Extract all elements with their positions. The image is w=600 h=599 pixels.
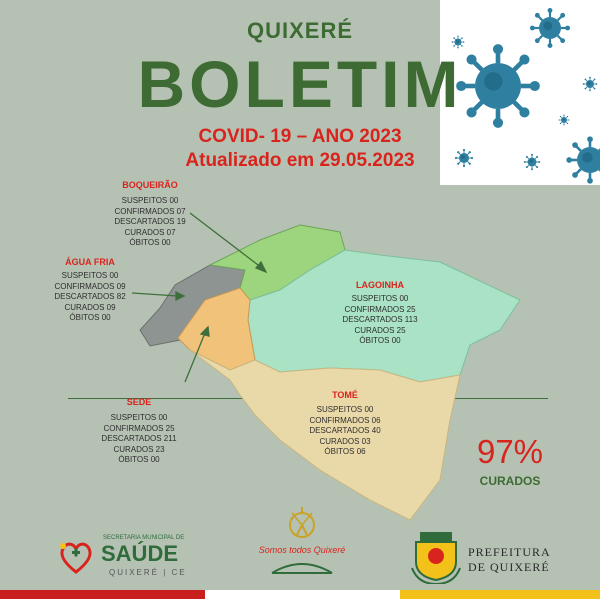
somos-text: Somos todos Quixeré xyxy=(258,545,346,555)
region-descartados: DESCARTADOS 40 xyxy=(309,426,381,435)
region-suspeitos: SUSPEITOS 00 xyxy=(351,294,409,303)
region-curados: CURADOS 07 xyxy=(124,227,176,237)
region-descartados: DESCARTADOS 19 xyxy=(114,217,186,226)
somos-bridge-icon xyxy=(270,557,334,577)
subtitle-year: COVID- 19 – ANO 2023 xyxy=(198,126,402,147)
region-card-agua-fria xyxy=(40,257,140,324)
footer-yellow-band xyxy=(400,590,600,599)
region-obitos: ÓBITOS 00 xyxy=(359,336,401,345)
city-name: QUIXERÉ xyxy=(246,18,354,43)
somos-sun-icon xyxy=(277,505,327,550)
saude-heart-icon xyxy=(55,536,97,578)
region-obitos: ÓBITOS 00 xyxy=(69,313,111,322)
region-name: BOQUEIRÃO xyxy=(122,180,178,190)
region-suspeitos: SUSPEITOS 00 xyxy=(316,405,374,414)
region-suspeitos: SUSPEITOS 00 xyxy=(61,271,119,280)
footer-red-band xyxy=(0,590,205,599)
saude-main-text: SAÚDE xyxy=(101,541,179,566)
page-title: BOLETIM xyxy=(137,47,463,121)
somos-logo xyxy=(252,505,352,585)
region-name: LAGOINHA xyxy=(356,280,404,290)
region-descartados: DESCARTADOS 113 xyxy=(342,315,418,324)
region-card-sede xyxy=(84,397,194,466)
region-descartados: DESCARTADOS 82 xyxy=(54,292,126,301)
region-confirmados: CONFIRMADOS 07 xyxy=(114,206,186,216)
region-curados: CURADOS 09 xyxy=(64,302,116,312)
region-card-boqueirao xyxy=(100,180,200,249)
prefeitura-crest-icon xyxy=(408,528,464,584)
cure-label: CURADOS xyxy=(479,474,541,488)
region-card-tome xyxy=(290,390,400,458)
region-name: ÁGUA FRIA xyxy=(65,257,115,267)
region-name: SEDE xyxy=(126,397,152,407)
region-obitos: ÓBITOS 06 xyxy=(324,447,366,456)
subtitle-updated: Atualizado em 29.05.2023 xyxy=(185,150,415,171)
region-curados: CURADOS 25 xyxy=(354,325,406,335)
region-name: TOMÉ xyxy=(332,390,358,400)
region-obitos: ÓBITOS 00 xyxy=(129,238,171,247)
prefeitura-line1: PREFEITURA xyxy=(468,545,551,559)
saude-logo xyxy=(55,530,205,585)
saude-sub-text: QUIXERÉ | CE xyxy=(109,568,187,577)
footer-stripe xyxy=(0,590,600,599)
region-suspeitos: SUSPEITOS 00 xyxy=(110,413,168,422)
region-curados: CURADOS 23 xyxy=(113,444,165,454)
prefeitura-line2: DE QUIXERÉ xyxy=(468,560,550,574)
region-confirmados: CONFIRMADOS 25 xyxy=(344,304,416,314)
region-confirmados: CONFIRMADOS 09 xyxy=(54,281,126,291)
region-obitos: ÓBITOS 00 xyxy=(118,455,160,464)
saude-top-text: SECRETARIA MUNICIPAL DE xyxy=(103,535,185,541)
region-curados: CURADOS 03 xyxy=(319,436,371,446)
region-confirmados: CONFIRMADOS 25 xyxy=(103,423,175,433)
footer-white-band xyxy=(205,590,400,599)
cure-percentage: 97% xyxy=(476,433,544,470)
region-card-lagoinha xyxy=(325,280,435,347)
region-suspeitos: SUSPEITOS 00 xyxy=(121,196,179,205)
prefeitura-logo xyxy=(408,528,568,588)
region-confirmados: CONFIRMADOS 06 xyxy=(309,415,381,425)
region-descartados: DESCARTADOS 211 xyxy=(101,434,177,443)
